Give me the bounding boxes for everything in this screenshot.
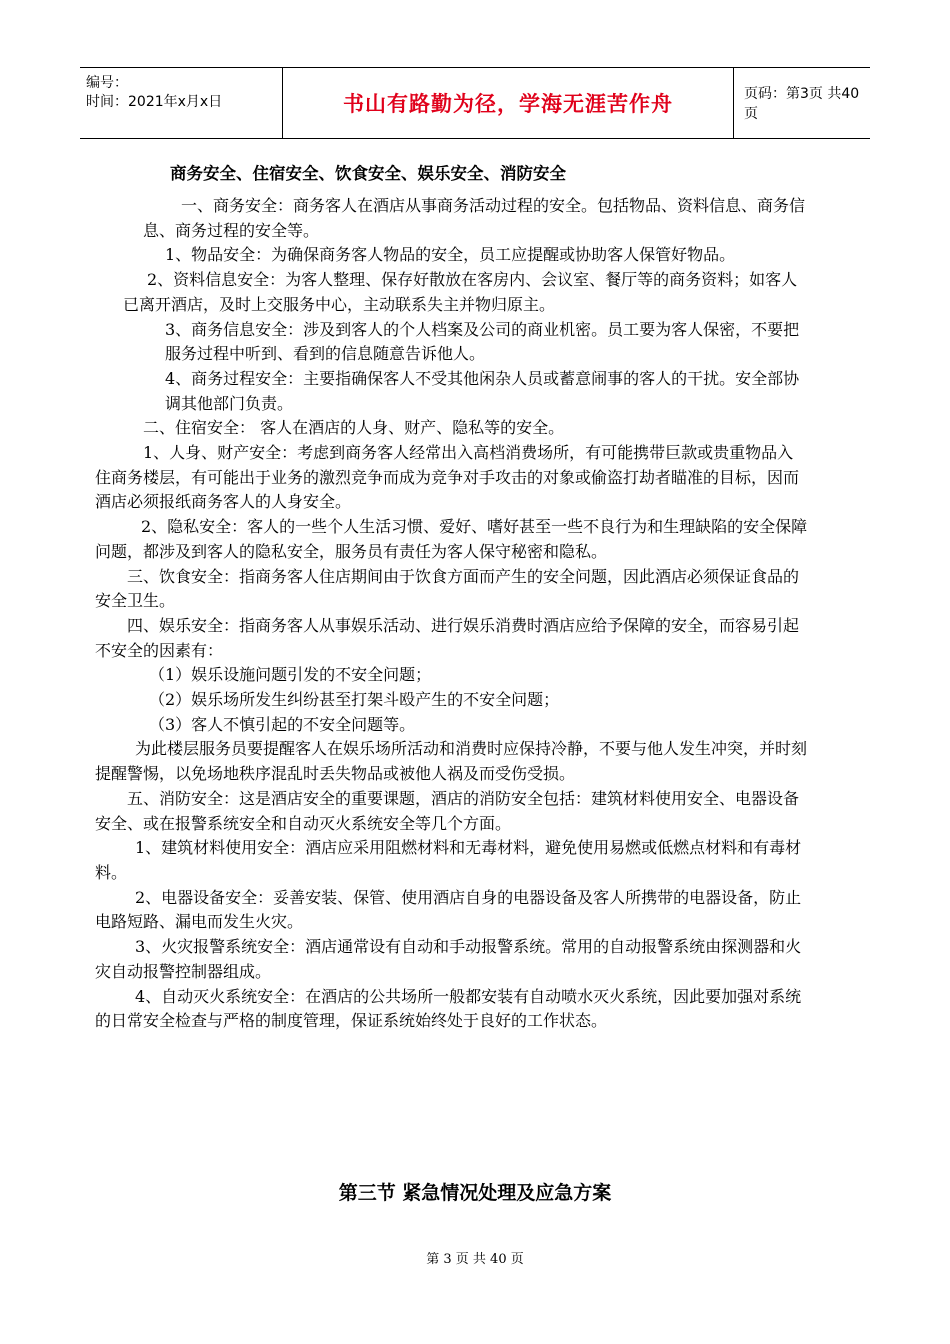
header-motto: 书山有路勤为径，学海无涯苦作舟 <box>343 92 673 116</box>
page-footer: 第 3 页 共 40 页 <box>426 1252 524 1267</box>
document-number-label: 编号： <box>86 75 128 91</box>
list-item: （3）客人不慎引起的不安全问题等。 <box>149 714 416 734</box>
paragraph: 五、消防安全：这是酒店安全的重要课题，酒店的消防安全包括：建筑材料使用安全、电器设备安全、或在报警系统安全和自动灭火系统安全等几个方面。 <box>95 788 800 833</box>
header-motto-cell <box>282 68 734 138</box>
paragraph: 4、自动灭火系统安全：在酒店的公共场所一般都安装有自动喷水灭火系统，因此要加强对系统的日常安全检查与严格的制度管理，保证系统始终处于良好的工作状态。 <box>95 986 802 1031</box>
header-page-info: 页码：第3页 共40页 <box>744 86 860 122</box>
list-item: （2）娱乐场所发生纠纷甚至打架斗殴产生的不安全问题； <box>149 690 560 710</box>
paragraph: 1、人身、财产安全：考虑到商务客人经常出入高档消费场所，有可能携带巨款或贵重物品入住商务楼层，有可能出于业务的激烈竞争而成为竞争对手攻击的对象或偷盗打劫者瞄准的目标，因而酒店必须报纸商务客人的人身安全。 <box>95 443 800 512</box>
paragraph: 为此楼层服务员要提醒客人在娱乐场所活动和消费时应保持冷静，不要与他人发生冲突，并时刻提醒警惕，以免场地秩序混乱时丢失物品或被他人祸及而受伤受损。 <box>95 739 808 784</box>
page-header <box>80 67 870 139</box>
document-title: 商务安全、住宿安全、饮食安全、娱乐安全、消防安全 <box>170 164 566 183</box>
paragraph: 一、商务安全：商务客人在酒店从事商务活动过程的安全。包括物品、资料信息、商务信息、商务过程的安全等。 <box>143 196 806 240</box>
paragraph: 2、电器设备安全：妥善安装、保管、使用酒店自身的电器设备及客人所携带的电器设备，防止电路短路、漏电而发生火灾。 <box>95 887 802 932</box>
paragraph: 1、物品安全：为确保商务客人物品的安全，员工应提醒或协助客人保管好物品。 <box>165 245 736 265</box>
paragraph: 3、火灾报警系统安全：酒店通常设有自动和手动报警系统。常用的自动报警系统由探测器和火灾自动报警控制器组成。 <box>95 937 802 981</box>
document-body <box>95 194 808 1034</box>
section-title: 第三节 紧急情况处理及应急方案 <box>338 1182 612 1204</box>
paragraph: 3、商务信息安全：涉及到客人的个人档案及公司的商业机密。员工要为客人保密，不要把服务过程中听到、看到的信息随意告诉他人。 <box>165 319 800 364</box>
paragraph: 三、饮食安全：指商务客人住店期间由于饮食方面而产生的安全问题，因此酒店必须保证食品的安全卫生。 <box>95 566 800 611</box>
paragraph: 2、资料信息安全：为客人整理、保存好散放在客房内、会议室、餐厅等的商务资料；如客人已离开酒店，及时上交服务中心，主动联系失主并物归原主。 <box>123 270 798 314</box>
paragraph: 二、住宿安全： 客人在酒店的人身、财产、隐私等的安全。 <box>143 418 565 438</box>
paragraph: 1、建筑材料使用安全：酒店应采用阻燃材料和无毒材料，避免使用易燃或低燃点材料和有毒材料。 <box>95 838 802 882</box>
paragraph: 2、隐私安全：客人的一些个人生活习惯、爱好、嗜好甚至一些不良行为和生理缺陷的安全保障问题，都涉及到客人的隐私安全，服务员有责任为客人保守秘密和隐私。 <box>95 517 808 561</box>
paragraph: 四、娱乐安全：指商务客人从事娱乐活动、进行娱乐消费时酒店应给予保障的安全，而容易引起不安全的因素有： <box>95 615 800 660</box>
paragraph: 4、商务过程安全：主要指确保客人不受其他闲杂人员或蓄意闹事的客人的干扰。安全部协调其他部门负责。 <box>165 368 800 413</box>
document-date: 时间：2021年x月x日 <box>86 94 223 110</box>
header-meta <box>80 68 282 138</box>
list-item: （1）娱乐设施问题引发的不安全问题； <box>149 665 432 685</box>
